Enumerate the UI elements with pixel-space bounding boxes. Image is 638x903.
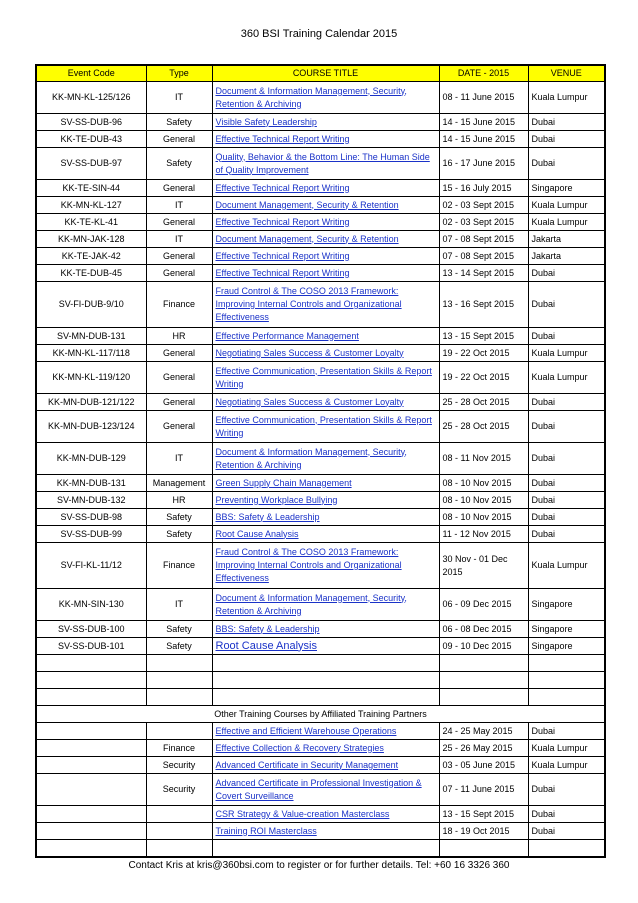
event-code-cell: SV-SS-DUB-100 bbox=[36, 621, 146, 638]
course-title-link[interactable]: BBS: Safety & Leadership bbox=[215, 511, 320, 522]
event-code-cell bbox=[36, 774, 146, 806]
event-code-cell: SV-SS-DUB-99 bbox=[36, 526, 146, 543]
event-code-cell: KK-TE-JAK-42 bbox=[36, 248, 146, 265]
event-code-cell: SV-FI-KL-11/12 bbox=[36, 543, 146, 589]
type-cell: General bbox=[146, 345, 212, 362]
course-title-cell bbox=[212, 131, 439, 148]
course-title-link[interactable]: Document Management, Security & Retention bbox=[215, 233, 399, 244]
event-code-cell: KK-MN-DUB-123/124 bbox=[36, 411, 146, 443]
venue-cell: Kuala Lumpur bbox=[528, 345, 605, 362]
event-code-cell: SV-MN-DUB-131 bbox=[36, 328, 146, 345]
course-title-cell bbox=[212, 543, 439, 589]
empty-cell bbox=[36, 655, 146, 672]
course-title-link[interactable]: CSR Strategy & Value-creation Masterclass bbox=[215, 808, 390, 819]
date-cell: 03 - 05 June 2015 bbox=[439, 757, 528, 774]
date-cell: 19 - 22 Oct 2015 bbox=[439, 362, 528, 394]
event-code-cell: KK-MN-DUB-121/122 bbox=[36, 394, 146, 411]
event-code-cell: SV-MN-DUB-132 bbox=[36, 492, 146, 509]
course-title-cell bbox=[212, 638, 439, 655]
table-row bbox=[36, 248, 605, 265]
date-cell: 08 - 10 Nov 2015 bbox=[439, 509, 528, 526]
date-cell: 14 - 15 June 2015 bbox=[439, 131, 528, 148]
type-cell bbox=[146, 723, 212, 740]
event-code-cell: KK-MN-DUB-131 bbox=[36, 475, 146, 492]
course-title-link[interactable]: Effective Communication, Presentation Skills & Report Writing bbox=[215, 365, 432, 389]
course-title-link[interactable]: Effective Technical Report Writing bbox=[215, 182, 350, 193]
course-title-link[interactable]: Visible Safety Leadership bbox=[215, 116, 317, 127]
course-title-cell bbox=[212, 589, 439, 621]
type-cell: Security bbox=[146, 774, 212, 806]
empty-cell bbox=[439, 689, 528, 706]
header-type: Type bbox=[146, 65, 212, 82]
type-cell: General bbox=[146, 394, 212, 411]
course-title-link[interactable]: Effective Technical Report Writing bbox=[215, 267, 350, 278]
date-cell: 24 - 25 May 2015 bbox=[439, 723, 528, 740]
table-row bbox=[36, 492, 605, 509]
event-code-cell bbox=[36, 740, 146, 757]
type-cell: Security bbox=[146, 757, 212, 774]
event-code-cell bbox=[36, 723, 146, 740]
course-title-cell bbox=[212, 723, 439, 740]
course-title-cell bbox=[212, 526, 439, 543]
empty-cell bbox=[212, 655, 439, 672]
table-row bbox=[36, 394, 605, 411]
date-cell: 18 - 19 Oct 2015 bbox=[439, 823, 528, 840]
date-cell: 15 - 16 July 2015 bbox=[439, 180, 528, 197]
table-row bbox=[36, 774, 605, 806]
table-row bbox=[36, 328, 605, 345]
course-title-cell bbox=[212, 148, 439, 180]
course-title-cell bbox=[212, 509, 439, 526]
venue-cell: Kuala Lumpur bbox=[528, 197, 605, 214]
table-row bbox=[36, 823, 605, 840]
empty-cell bbox=[212, 689, 439, 706]
date-cell: 19 - 22 Oct 2015 bbox=[439, 345, 528, 362]
empty-cell bbox=[528, 655, 605, 672]
course-title-link[interactable]: Document & Information Management, Security, Retention & Archiving bbox=[215, 85, 407, 109]
event-code-cell: KK-MN-SIN-130 bbox=[36, 589, 146, 621]
venue-cell: Dubai bbox=[528, 394, 605, 411]
affiliated-section-heading: Other Training Courses by Affiliated Training Partners bbox=[36, 706, 605, 723]
course-title-cell bbox=[212, 362, 439, 394]
table-row bbox=[36, 131, 605, 148]
empty-row bbox=[36, 840, 605, 858]
event-code-cell bbox=[36, 823, 146, 840]
empty-cell bbox=[528, 689, 605, 706]
course-title-cell bbox=[212, 806, 439, 823]
course-title-cell bbox=[212, 621, 439, 638]
table-row bbox=[36, 543, 605, 589]
header-course-title: COURSE TITLE bbox=[212, 65, 439, 82]
header-date: DATE - 2015 bbox=[439, 65, 528, 82]
course-title-cell bbox=[212, 231, 439, 248]
table-row bbox=[36, 214, 605, 231]
course-title-link[interactable]: Quality, Behavior & the Bottom Line: The Human Side of Quality Improvement bbox=[215, 151, 430, 175]
venue-cell: Dubai bbox=[528, 131, 605, 148]
empty-cell bbox=[439, 672, 528, 689]
course-title-link[interactable]: Advanced Certificate in Professional Investigation & Covert Surveillance bbox=[215, 777, 422, 801]
date-cell: 07 - 11 June 2015 bbox=[439, 774, 528, 806]
date-cell: 02 - 03 Sept 2015 bbox=[439, 214, 528, 231]
event-code-cell bbox=[36, 806, 146, 823]
date-cell: 08 - 11 June 2015 bbox=[439, 82, 528, 114]
table-row bbox=[36, 82, 605, 114]
course-title-link[interactable]: Green Supply Chain Management bbox=[215, 477, 352, 488]
header-event-code: Event Code bbox=[36, 65, 146, 82]
event-code-cell: KK-TE-DUB-43 bbox=[36, 131, 146, 148]
empty-row bbox=[36, 672, 605, 689]
empty-cell bbox=[146, 840, 212, 858]
table-row bbox=[36, 509, 605, 526]
table-row bbox=[36, 148, 605, 180]
date-cell: 13 - 15 Sept 2015 bbox=[439, 806, 528, 823]
course-title-link[interactable]: Advanced Certificate in Security Management bbox=[215, 759, 399, 770]
course-title-cell bbox=[212, 740, 439, 757]
empty-row bbox=[36, 655, 605, 672]
type-cell: IT bbox=[146, 589, 212, 621]
type-cell: Safety bbox=[146, 148, 212, 180]
date-cell: 02 - 03 Sept 2015 bbox=[439, 197, 528, 214]
empty-cell bbox=[439, 655, 528, 672]
venue-cell: Dubai bbox=[528, 265, 605, 282]
date-cell: 30 Nov - 01 Dec 2015 bbox=[439, 543, 528, 589]
venue-cell: Dubai bbox=[528, 806, 605, 823]
event-code-cell: SV-SS-DUB-101 bbox=[36, 638, 146, 655]
date-cell: 08 - 11 Nov 2015 bbox=[439, 443, 528, 475]
course-title-link[interactable]: Document & Information Management, Security, Retention & Archiving bbox=[215, 592, 407, 616]
date-cell: 06 - 09 Dec 2015 bbox=[439, 589, 528, 621]
course-title-cell bbox=[212, 328, 439, 345]
course-title-cell bbox=[212, 265, 439, 282]
venue-cell: Dubai bbox=[528, 114, 605, 131]
type-cell: HR bbox=[146, 328, 212, 345]
table-row bbox=[36, 180, 605, 197]
type-cell: HR bbox=[146, 492, 212, 509]
course-title-link[interactable]: Negotiating Sales Success & Customer Loyalty bbox=[215, 396, 404, 407]
venue-cell: Dubai bbox=[528, 148, 605, 180]
table-row bbox=[36, 589, 605, 621]
date-cell: 13 - 16 Sept 2015 bbox=[439, 282, 528, 328]
course-title-link[interactable]: Effective Technical Report Writing bbox=[215, 250, 350, 261]
empty-cell bbox=[528, 672, 605, 689]
venue-cell: Jakarta bbox=[528, 248, 605, 265]
date-cell: 08 - 10 Nov 2015 bbox=[439, 492, 528, 509]
table-row bbox=[36, 282, 605, 328]
header-venue: VENUE bbox=[528, 65, 605, 82]
course-title-link[interactable]: Effective Technical Report Writing bbox=[215, 216, 350, 227]
venue-cell: Dubai bbox=[528, 723, 605, 740]
course-title-cell bbox=[212, 411, 439, 443]
venue-cell: Kuala Lumpur bbox=[528, 82, 605, 114]
table-row bbox=[36, 757, 605, 774]
type-cell: IT bbox=[146, 82, 212, 114]
event-code-cell: KK-MN-KL-117/118 bbox=[36, 345, 146, 362]
course-title-cell bbox=[212, 180, 439, 197]
empty-cell bbox=[146, 689, 212, 706]
course-title-link[interactable]: Training ROI Masterclass bbox=[215, 825, 317, 836]
type-cell bbox=[146, 823, 212, 840]
course-title-link[interactable]: Effective Communication, Presentation Skills & Report Writing bbox=[215, 414, 432, 438]
venue-cell: Singapore bbox=[528, 180, 605, 197]
date-cell: 07 - 08 Sept 2015 bbox=[439, 231, 528, 248]
empty-cell bbox=[439, 840, 528, 858]
course-title-cell bbox=[212, 248, 439, 265]
course-title-cell bbox=[212, 282, 439, 328]
type-cell: General bbox=[146, 131, 212, 148]
type-cell: Safety bbox=[146, 509, 212, 526]
empty-cell bbox=[212, 672, 439, 689]
empty-cell bbox=[36, 689, 146, 706]
course-title-link[interactable]: BBS: Safety & Leadership bbox=[215, 623, 320, 634]
venue-cell: Dubai bbox=[528, 475, 605, 492]
event-code-cell: KK-TE-SIN-44 bbox=[36, 180, 146, 197]
date-cell: 25 - 28 Oct 2015 bbox=[439, 411, 528, 443]
event-code-cell: SV-SS-DUB-96 bbox=[36, 114, 146, 131]
course-title-link[interactable]: Fraud Control & The COSO 2013 Framework: Improving Internal Controls and Organizational Effectiveness bbox=[215, 547, 402, 583]
empty-cell bbox=[212, 840, 439, 858]
course-title-cell bbox=[212, 774, 439, 806]
event-code-cell: KK-TE-DUB-45 bbox=[36, 265, 146, 282]
course-title-link[interactable]: Document Management, Security & Retention bbox=[215, 199, 399, 210]
course-title-cell bbox=[212, 443, 439, 475]
date-cell: 09 - 10 Dec 2015 bbox=[439, 638, 528, 655]
venue-cell: Dubai bbox=[528, 526, 605, 543]
event-code-cell: KK-MN-KL-127 bbox=[36, 197, 146, 214]
table-row bbox=[36, 475, 605, 492]
venue-cell: Singapore bbox=[528, 621, 605, 638]
course-title-link[interactable]: Preventing Workplace Bullying bbox=[215, 494, 338, 505]
type-cell: General bbox=[146, 362, 212, 394]
course-title-cell bbox=[212, 82, 439, 114]
date-cell: 14 - 15 June 2015 bbox=[439, 114, 528, 131]
course-title-cell bbox=[212, 197, 439, 214]
venue-cell: Kuala Lumpur bbox=[528, 757, 605, 774]
type-cell: Finance bbox=[146, 282, 212, 328]
type-cell: IT bbox=[146, 231, 212, 248]
type-cell: IT bbox=[146, 443, 212, 475]
venue-cell: Singapore bbox=[528, 638, 605, 655]
course-title-link[interactable]: Document & Information Management, Security, Retention & Archiving bbox=[215, 446, 407, 470]
table-row bbox=[36, 231, 605, 248]
affiliated-section-row bbox=[36, 706, 605, 723]
date-cell: 16 - 17 June 2015 bbox=[439, 148, 528, 180]
venue-cell: Dubai bbox=[528, 411, 605, 443]
course-title-cell bbox=[212, 475, 439, 492]
course-title-cell bbox=[212, 757, 439, 774]
date-cell: 11 - 12 Nov 2015 bbox=[439, 526, 528, 543]
empty-row bbox=[36, 689, 605, 706]
course-title-link[interactable]: Root Cause Analysis bbox=[215, 639, 317, 652]
date-cell: 13 - 15 Sept 2015 bbox=[439, 328, 528, 345]
type-cell: General bbox=[146, 411, 212, 443]
table-row bbox=[36, 526, 605, 543]
table-row bbox=[36, 443, 605, 475]
type-cell: Management bbox=[146, 475, 212, 492]
type-cell: Safety bbox=[146, 621, 212, 638]
course-title-link[interactable]: Root Cause Analysis bbox=[215, 528, 299, 539]
venue-cell: Dubai bbox=[528, 328, 605, 345]
course-title-link[interactable]: Effective and Efficient Warehouse Operations bbox=[215, 725, 397, 736]
date-cell: 06 - 08 Dec 2015 bbox=[439, 621, 528, 638]
table-row bbox=[36, 621, 605, 638]
course-title-link[interactable]: Effective Performance Management bbox=[215, 330, 359, 341]
type-cell: Safety bbox=[146, 526, 212, 543]
course-title-link[interactable]: Effective Technical Report Writing bbox=[215, 133, 350, 144]
type-cell: General bbox=[146, 214, 212, 231]
empty-cell bbox=[146, 655, 212, 672]
venue-cell: Kuala Lumpur bbox=[528, 214, 605, 231]
venue-cell: Dubai bbox=[528, 774, 605, 806]
date-cell: 08 - 10 Nov 2015 bbox=[439, 475, 528, 492]
date-cell: 25 - 28 Oct 2015 bbox=[439, 394, 528, 411]
event-code-cell: KK-MN-JAK-128 bbox=[36, 231, 146, 248]
venue-cell: Jakarta bbox=[528, 231, 605, 248]
type-cell bbox=[146, 806, 212, 823]
course-title-link[interactable]: Effective Collection & Recovery Strategies bbox=[215, 742, 384, 753]
empty-cell bbox=[36, 672, 146, 689]
course-title-cell bbox=[212, 823, 439, 840]
course-title-cell bbox=[212, 114, 439, 131]
table-row bbox=[36, 806, 605, 823]
empty-cell bbox=[528, 840, 605, 858]
type-cell: Safety bbox=[146, 638, 212, 655]
course-title-cell bbox=[212, 492, 439, 509]
event-code-cell: KK-MN-DUB-129 bbox=[36, 443, 146, 475]
table-row bbox=[36, 638, 605, 655]
date-cell: 13 - 14 Sept 2015 bbox=[439, 265, 528, 282]
course-title-cell bbox=[212, 394, 439, 411]
venue-cell: Kuala Lumpur bbox=[528, 543, 605, 589]
venue-cell: Dubai bbox=[528, 823, 605, 840]
event-code-cell: SV-SS-DUB-97 bbox=[36, 148, 146, 180]
type-cell: General bbox=[146, 248, 212, 265]
venue-cell: Kuala Lumpur bbox=[528, 362, 605, 394]
empty-cell bbox=[146, 672, 212, 689]
event-code-cell: KK-MN-KL-125/126 bbox=[36, 82, 146, 114]
type-cell: IT bbox=[146, 197, 212, 214]
venue-cell: Dubai bbox=[528, 443, 605, 475]
event-code-cell: SV-FI-DUB-9/10 bbox=[36, 282, 146, 328]
event-code-cell: KK-MN-KL-119/120 bbox=[36, 362, 146, 394]
venue-cell: Dubai bbox=[528, 509, 605, 526]
type-cell: General bbox=[146, 265, 212, 282]
venue-cell: Dubai bbox=[528, 282, 605, 328]
course-title-cell bbox=[212, 214, 439, 231]
type-cell: Finance bbox=[146, 740, 212, 757]
table-row bbox=[36, 265, 605, 282]
venue-cell: Dubai bbox=[528, 492, 605, 509]
training-calendar-table bbox=[35, 64, 606, 858]
date-cell: 25 - 26 May 2015 bbox=[439, 740, 528, 757]
type-cell: General bbox=[146, 180, 212, 197]
table-row bbox=[36, 740, 605, 757]
contact-footer: Contact Kris at kris@360bsi.com to register or for further details. Tel: +60 16 3326 360 bbox=[128, 860, 510, 871]
empty-cell bbox=[36, 840, 146, 858]
event-code-cell: SV-SS-DUB-98 bbox=[36, 509, 146, 526]
event-code-cell: KK-TE-KL-41 bbox=[36, 214, 146, 231]
course-title-link[interactable]: Fraud Control & The COSO 2013 Framework: Improving Internal Controls and Organizational Effectiveness bbox=[215, 286, 402, 322]
venue-cell: Kuala Lumpur bbox=[528, 740, 605, 757]
course-title-cell bbox=[212, 345, 439, 362]
venue-cell: Singapore bbox=[528, 589, 605, 621]
table-header-row bbox=[36, 65, 605, 82]
table-row bbox=[36, 411, 605, 443]
table-row bbox=[36, 197, 605, 214]
event-code-cell bbox=[36, 757, 146, 774]
document-title: 360 BSI Training Calendar 2015 bbox=[240, 28, 398, 40]
table-row bbox=[36, 723, 605, 740]
date-cell: 07 - 08 Sept 2015 bbox=[439, 248, 528, 265]
type-cell: Safety bbox=[146, 114, 212, 131]
table-row bbox=[36, 114, 605, 131]
table-row bbox=[36, 362, 605, 394]
type-cell: Finance bbox=[146, 543, 212, 589]
table-row bbox=[36, 345, 605, 362]
course-title-link[interactable]: Negotiating Sales Success & Customer Loyalty bbox=[215, 347, 404, 358]
